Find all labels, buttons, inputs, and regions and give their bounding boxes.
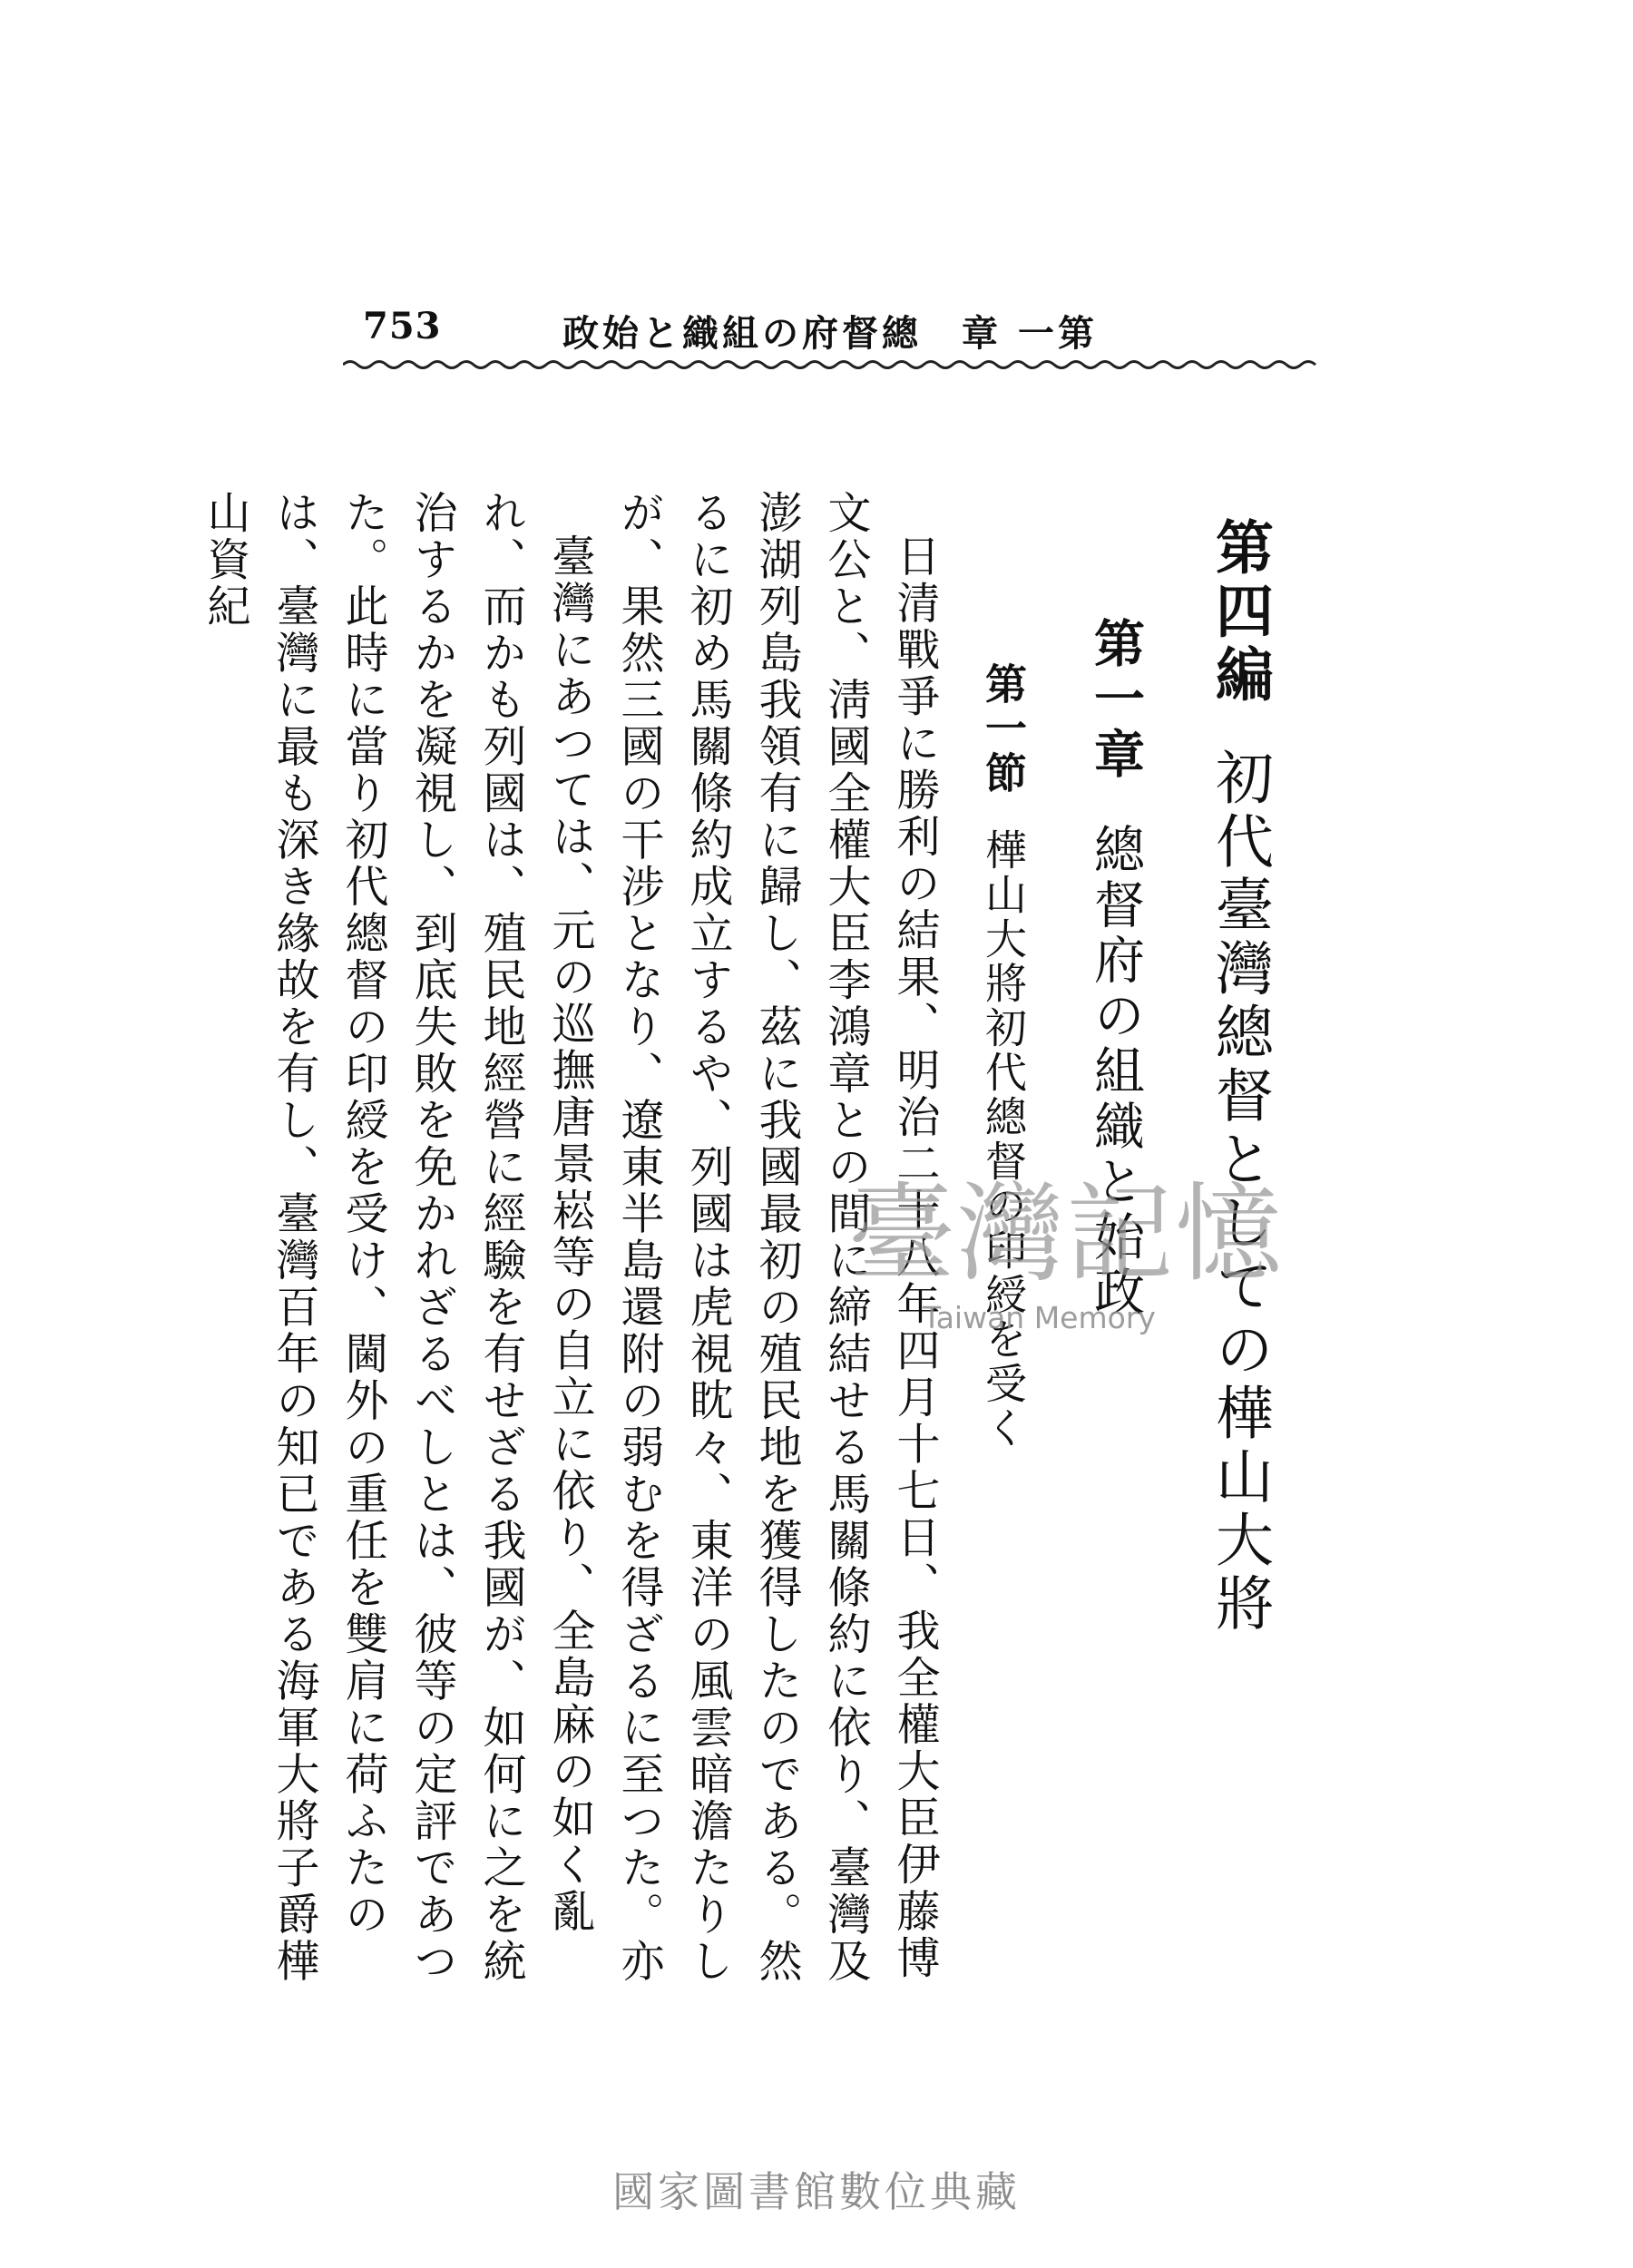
section-title bbox=[949, 399, 1058, 2014]
chapter-label: 第一章 bbox=[1086, 617, 1145, 783]
book-title bbox=[1172, 399, 1306, 2014]
watermark-subtext: Taiwan Memory bbox=[923, 1300, 1156, 1335]
footer-caption: 國家圖書館數位典藏 bbox=[612, 2167, 1021, 2216]
page-number: 753 bbox=[363, 305, 442, 347]
book-title-text: 初代臺灣總督としての樺山大將 bbox=[1206, 748, 1273, 1637]
body-paragraph-1: 日清戰爭に勝利の結果、明治二十八年四月十七日、我全權大臣伊藤博文公と、淸國全權大臣李鴻章との間に締結せる馬關條約に依り、臺灣及澎湖列島我領有に歸し、茲に我國最初の殖民地を獲得したのである。然るに初め馬關條約成立するや、列國は虎視眈々、東洋の風雲暗澹たりしが、果然三國の干涉となり、遼東半島還附の弱むを得ざるに至つた。亦 bbox=[613, 490, 940, 1985]
chapter-title bbox=[1058, 399, 1172, 2014]
text-body bbox=[200, 399, 1306, 2014]
running-header: 第一 章 總督府の組織と始政 bbox=[562, 313, 1098, 355]
section-label: 第一節 bbox=[979, 662, 1028, 796]
book-label: 第四編 bbox=[1206, 517, 1273, 708]
watermark-logo-text: 臺灣記憶 bbox=[848, 1171, 1285, 1296]
chapter-title-text: 總督府の組織と始政 bbox=[1086, 823, 1145, 1321]
section-title-text: 樺山大將初代總督の印綬を受く bbox=[979, 828, 1028, 1451]
header-rule bbox=[343, 356, 1323, 374]
body-paragraph-2: 臺灣にあつては、元の巡撫唐景崧等の自立に依り、全島麻の如く亂れ、而かも列國は、殖民地經營に經驗を有せざる我國が、如何に之を統治するかを凝視し、到底失敗を免かれざるべしとは、彼等の定評であつた。此時に當り初代總督の印綬を受け、閫外の重任を雙肩に荷ふたのは、臺灣に最も深き緣故を有し、臺灣百年の知已である海軍大將子爵樺山資紀 bbox=[200, 490, 595, 1985]
